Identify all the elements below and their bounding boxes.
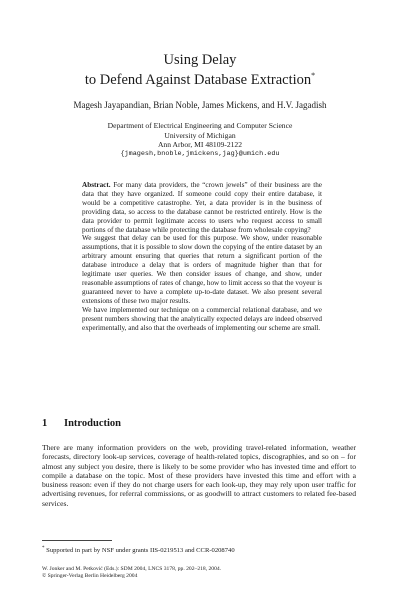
footnote-rule [42,540,112,541]
introduction-body [42,443,356,508]
author-list: Magesh Jayapandian, Brian Noble, James Mickens, and H.V. Jagadish [73,100,327,110]
section-heading [42,418,121,429]
paper-title [0,52,400,88]
affiliation-line-2: University of Michigan [164,130,236,140]
abstract-label: Abstract. [82,181,111,189]
section-title: Introduction [64,418,121,429]
abstract-paragraph-3: We have implemented our technique on a commercial relational database, and we present numbers showing that the analytically expected delays are indeed observed experimentally, and also that the overheads of implementing our scheme are small. [82,305,322,332]
publisher-citation: W. Jonker and M. Petković (Eds.): SDM 2004, LNCS 3178, pp. 202–218, 2004. [42,566,222,572]
affiliation-block [0,121,400,159]
footnote-text: Supported in part by NSF under grants IIS-0219513 and CCR-0208740 [46,547,235,555]
title-line-2 [0,68,400,88]
affiliation-line-1: Department of Electrical Engineering and Computer Science [107,121,293,130]
title-line-1: Using Delay [163,52,237,68]
intro-paragraph: There are many information providers on the web, providing travel-related information, weather forecasts, directory look-up services, coverage of health-related topics, discographies, and so on – for almost any subject you desire, there is likely to be some provider who has invested time and effort to compile a database on the topic. Most of these providers have invested this time and effort with a business reason: even if they do not charge users for each look-up, they may rely upon user traffic for advertising revenues, for referral commissions, or as goodwill to attract customers to related fee-based services. [42,443,356,508]
author-emails: {jmagesh,bnoble,jmickens,jag}@umich.edu [120,149,280,158]
abstract-paragraph-2: We suggest that delay can be used for this purpose. We show, under reasonable assumptions, that it is possible to slow down the copying of the entire dataset by an arbitrary amount ensuring that queries that return a significant portion of the database introduce a delay that is orders of magnitude higher than that for legitimate user queries. We then consider issues of change, and show, under reasonable assumptions of rates of change, how to limit access so that the voyeur is guaranteed never to have a complete up-to-date dataset. We also present several extensions of these two major results. [82,234,322,305]
publisher-info [42,566,356,581]
abstract [82,181,322,332]
abstract-paragraph-1-text: For many data providers, the “crown jewels” of their business are the data that they have organized. If someone could copy their entire database, it would be a competitive catastrophe. Yet, a data provider is in the business of providing data, so access to the database cannot be restricted entirely. How is the data provider to permit legitimate access to users who request access to small portions of the database while protecting the database from wholesale copying? [82,181,322,234]
publisher-copyright: © Springer-Verlag Berlin Heidelberg 2004 [42,573,138,580]
abstract-paragraph-1 [82,181,322,234]
section-number: 1 [42,418,48,429]
footnote [42,545,356,555]
footnote-marker: * [42,546,45,551]
title-line-2-text: to Defend Against Database Extraction [84,71,312,88]
title-footnote-marker: * [311,71,316,80]
affiliation-line-3: Ann Arbor, MI 48109-2122 [157,140,243,150]
